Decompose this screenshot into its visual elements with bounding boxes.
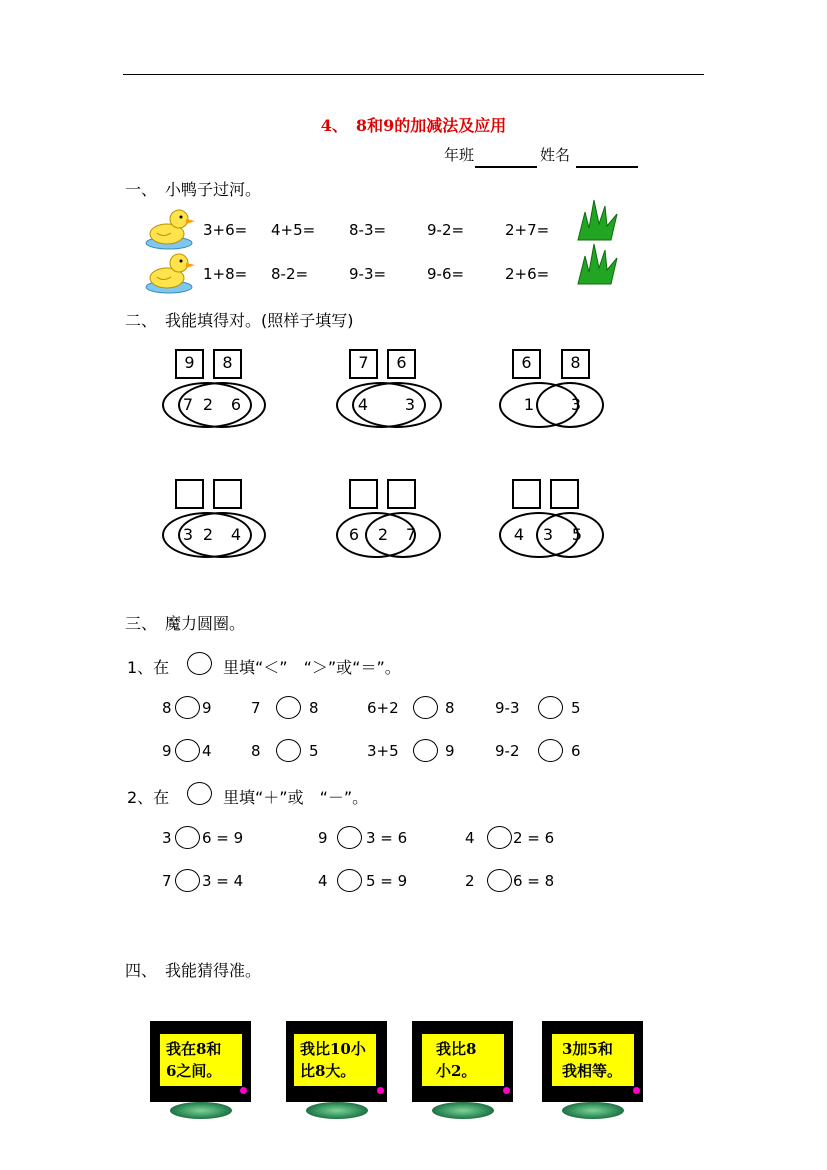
part1-instruction-pre: 1、在: [127, 658, 170, 677]
answer-box[interactable]: [349, 479, 378, 509]
equation: 9-2=: [427, 221, 465, 239]
monitor-stand: [432, 1102, 494, 1119]
operand-rest: 2 = 6: [513, 829, 555, 847]
answer-circle[interactable]: [538, 696, 563, 719]
answer-circle[interactable]: [175, 739, 200, 762]
power-led-icon: [633, 1087, 640, 1094]
venn-left-number: 3: [182, 525, 194, 544]
number-box: 8: [213, 349, 242, 379]
venn-left-number: 4: [513, 525, 525, 544]
answer-box[interactable]: [387, 479, 416, 509]
name-blank[interactable]: [576, 166, 638, 168]
instruction-circle: [187, 652, 212, 675]
compare-right: 4: [202, 742, 212, 760]
grass-icon: [575, 242, 621, 286]
operand-rest: 3 = 6: [366, 829, 408, 847]
number-box: 6: [387, 349, 416, 379]
monitor-screen: [294, 1034, 376, 1086]
equation: 8-3=: [349, 221, 387, 239]
compare-left: 8: [162, 699, 172, 717]
venn-right-number: 6: [230, 395, 242, 414]
equation: 2+7=: [505, 221, 550, 239]
class-label: 年班: [444, 146, 475, 164]
riddle-line: 6之间。: [166, 1062, 222, 1080]
number-box: 8: [561, 349, 590, 379]
riddle-line: 我比8: [436, 1040, 477, 1058]
compare-right: 8: [309, 699, 319, 717]
answer-circle[interactable]: [413, 696, 438, 719]
duck-icon: [145, 250, 197, 294]
duck-icon: [145, 206, 197, 250]
answer-box[interactable]: [213, 479, 242, 509]
riddle-line: 比8大。: [300, 1062, 356, 1080]
venn-left-number: 4: [357, 395, 369, 414]
answer-circle[interactable]: [487, 826, 512, 849]
operand-left: 2: [465, 872, 475, 890]
part2-instruction-post: 里填“＋”或 “－”。: [223, 788, 369, 807]
compare-right: 8: [445, 699, 455, 717]
answer-box[interactable]: [512, 479, 541, 509]
venn-right-number: 7: [405, 525, 417, 544]
venn-right-number: 5: [571, 525, 583, 544]
riddle-line: 我比10小: [300, 1040, 366, 1058]
compare-left: 6+2: [367, 699, 399, 717]
venn-middle-number: 2: [202, 395, 214, 414]
answer-circle[interactable]: [276, 696, 301, 719]
equation: 4+5=: [271, 221, 316, 239]
power-led-icon: [240, 1087, 247, 1094]
section4-heading: 四、 我能猜得准。: [125, 961, 262, 980]
riddle-line: 我相等。: [562, 1062, 623, 1080]
monitor-stand: [306, 1102, 368, 1119]
venn-left-number: 7: [182, 395, 194, 414]
compare-left: 9-2: [495, 742, 520, 760]
compare-left: 8: [251, 742, 261, 760]
number-box: 6: [512, 349, 541, 379]
monitor-screen: [160, 1034, 242, 1086]
name-label: 姓名: [540, 146, 571, 164]
operand-left: 3: [162, 829, 172, 847]
section3-heading: 三、 魔力圆圈。: [125, 614, 246, 633]
compare-left: 9-3: [495, 699, 520, 717]
operand-left: 4: [465, 829, 475, 847]
operand-rest: 6 = 9: [202, 829, 244, 847]
instruction-circle: [187, 782, 212, 805]
section2-heading: 二、 我能填得对。(照样子填写): [125, 311, 354, 330]
compare-left: 9: [162, 742, 172, 760]
answer-circle[interactable]: [175, 826, 200, 849]
operand-rest: 5 = 9: [366, 872, 408, 890]
venn-middle-number: 2: [202, 525, 214, 544]
power-led-icon: [503, 1087, 510, 1094]
number-box: 7: [349, 349, 378, 379]
compare-left: 3+5: [367, 742, 399, 760]
section1-heading: 一、 小鸭子过河。: [125, 180, 262, 199]
operand-left: 4: [318, 872, 328, 890]
grass-icon: [575, 198, 621, 242]
compare-right: 6: [571, 742, 581, 760]
compare-right: 5: [571, 699, 581, 717]
compare-right: 9: [445, 742, 455, 760]
equation: 8-2=: [271, 265, 309, 283]
venn-right-number: 3: [404, 395, 416, 414]
equation: 1+8=: [203, 265, 248, 283]
riddle-line: 3加5和: [562, 1040, 613, 1058]
answer-circle[interactable]: [337, 826, 362, 849]
top-rule: [123, 74, 704, 75]
riddle-line: 我在8和: [166, 1040, 222, 1058]
number-box: 9: [175, 349, 204, 379]
venn-right-number: 3: [570, 395, 582, 414]
equation: 3+6=: [203, 221, 248, 239]
monitor-stand: [562, 1102, 624, 1119]
answer-circle[interactable]: [175, 696, 200, 719]
operand-rest: 3 = 4: [202, 872, 244, 890]
compare-right: 9: [202, 699, 212, 717]
answer-circle[interactable]: [487, 869, 512, 892]
operand-rest: 6 = 8: [513, 872, 555, 890]
monitor-screen: [422, 1034, 504, 1086]
operand-left: 7: [162, 872, 172, 890]
part1-instruction-post: 里填“＜” “＞”或“＝”。: [223, 658, 401, 677]
page-title: 4、 8和9的加减法及应用: [320, 116, 507, 135]
answer-circle[interactable]: [413, 739, 438, 762]
venn-left-number: 1: [523, 395, 535, 414]
equation: 9-6=: [427, 265, 465, 283]
answer-circle[interactable]: [337, 869, 362, 892]
part2-instruction-pre: 2、在: [127, 788, 170, 807]
riddle-line: 小2。: [436, 1062, 477, 1080]
class-blank[interactable]: [475, 166, 537, 168]
answer-circle[interactable]: [276, 739, 301, 762]
venn-left-number: 6: [348, 525, 360, 544]
equation: 9-3=: [349, 265, 387, 283]
power-led-icon: [377, 1087, 384, 1094]
venn-right-number: 4: [230, 525, 242, 544]
venn-middle-number: 2: [377, 525, 389, 544]
answer-circle[interactable]: [538, 739, 563, 762]
answer-circle[interactable]: [175, 869, 200, 892]
answer-box[interactable]: [175, 479, 204, 509]
monitor-stand: [170, 1102, 232, 1119]
monitor-screen: [552, 1034, 634, 1086]
operand-left: 9: [318, 829, 328, 847]
venn-middle-number: 3: [542, 525, 554, 544]
compare-right: 5: [309, 742, 319, 760]
answer-box[interactable]: [550, 479, 579, 509]
equation: 2+6=: [505, 265, 550, 283]
compare-left: 7: [251, 699, 261, 717]
